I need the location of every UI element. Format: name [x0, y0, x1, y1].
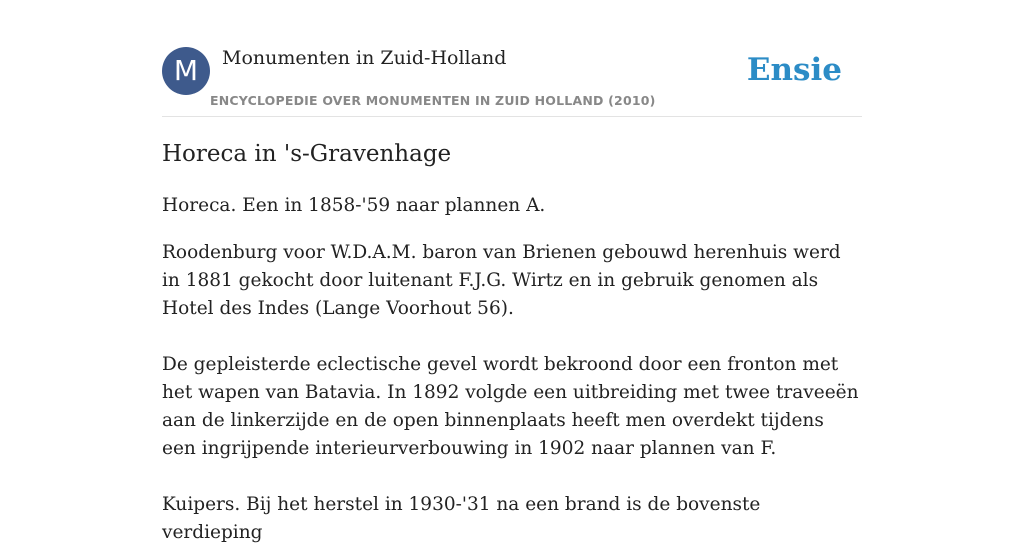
article — [162, 136, 862, 547]
article-paragraph: Kuipers. Bij het herstel in 1930-'31 na een brand is de bovenste verdieping — [162, 494, 761, 543]
avatar[interactable]: M — [162, 47, 210, 95]
site-header — [162, 46, 862, 117]
article-title: Horeca in 's-Gravenhage — [162, 141, 452, 167]
article-paragraph: Roodenburg voor W.D.A.M. baron van Brienen gebouwd herenhuis werd in 1881 gekocht door luitenant F.J.G. Wirtz en in gebruik genomen als Hotel des Indes (Lange Voorhout 56). — [162, 242, 841, 319]
article-paragraph: Horeca. Een in 1858-'59 naar plannen A. — [162, 195, 546, 216]
brand-logo[interactable]: Ensie — [746, 52, 842, 88]
article-paragraph: De gepleisterde eclectische gevel wordt bekroond door een fronton met het wapen van Batavia. In 1892 volgde een uitbreiding met twee traveeën aan de linkerzijde en de open binnenplaats heeft men overdekt tijdens een ingrijpende interieurverbouwing in 1902 naar plannen van F. — [162, 354, 859, 459]
site-subtitle: ENCYCLOPEDIE OVER MONUMENTEN IN ZUID HOLLAND (2010) — [210, 93, 656, 108]
site-title-link[interactable]: Monumenten in Zuid-Holland — [222, 47, 507, 69]
